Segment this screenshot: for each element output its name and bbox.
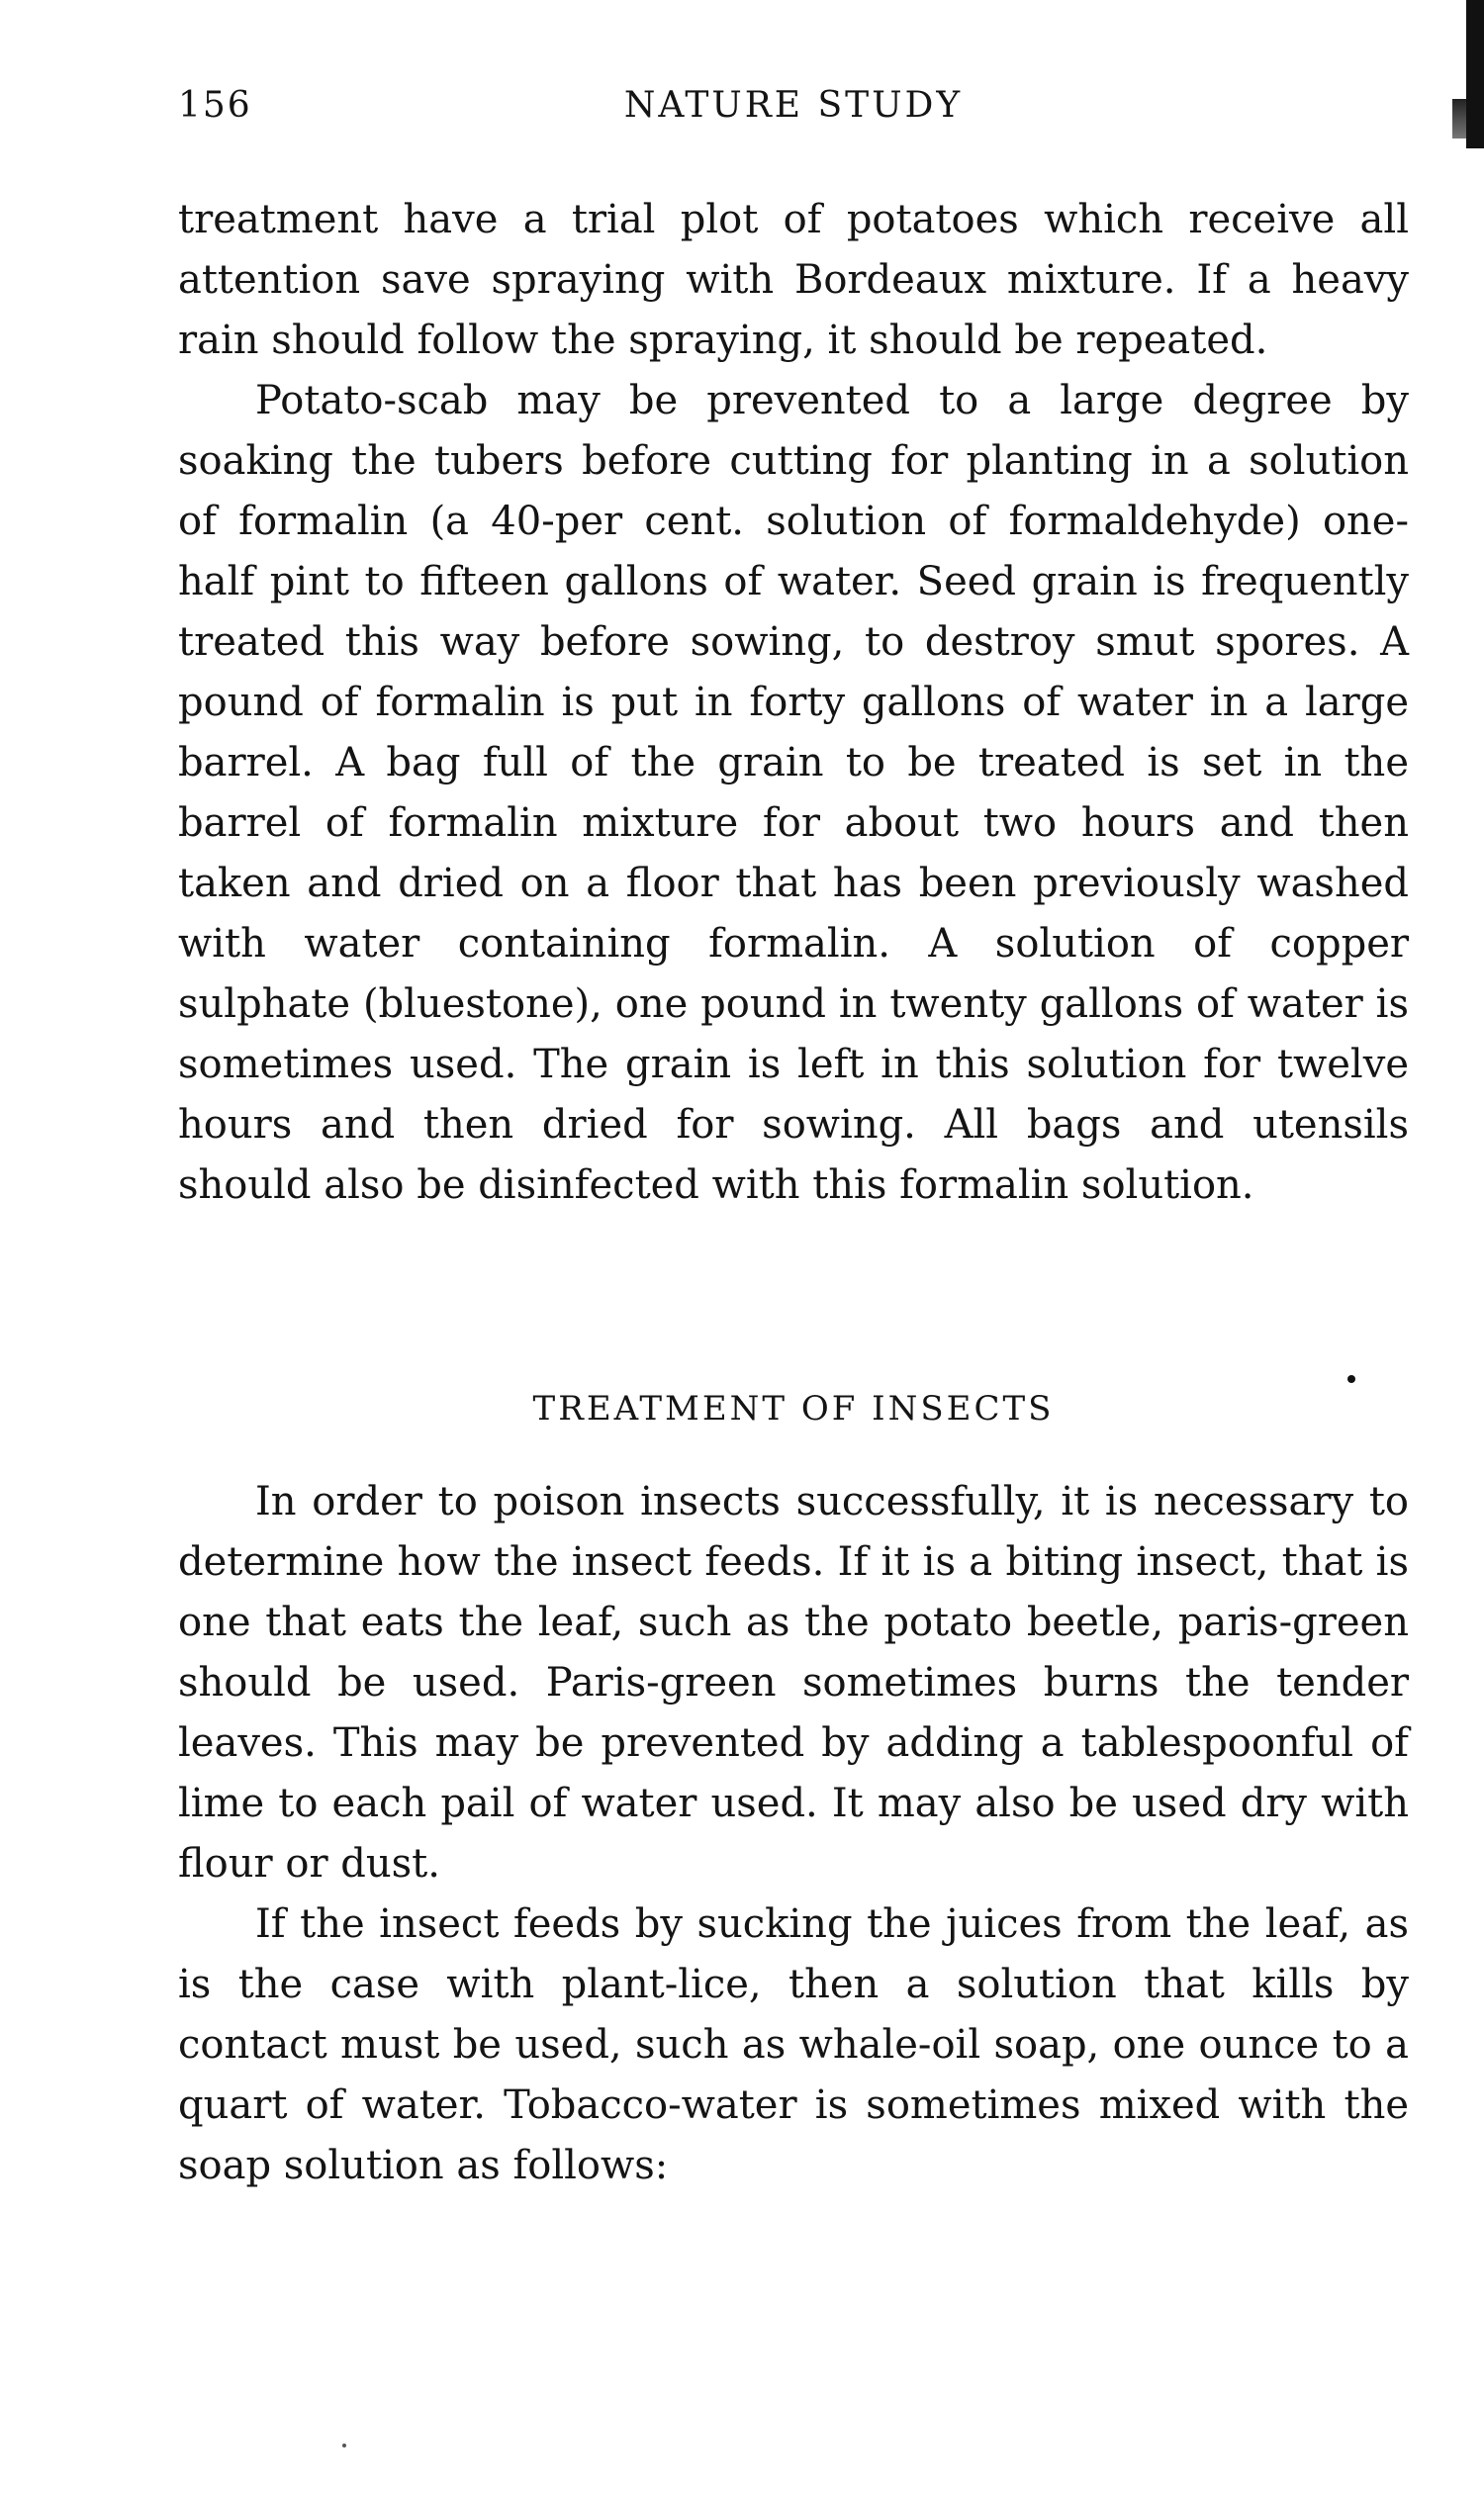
page-edge-mark [1466, 0, 1484, 148]
running-head [178, 85, 1409, 135]
text-block-after-heading [178, 1472, 1409, 2196]
paragraph-potato-scab: Potato-scab may be prevented to a large degree by soaking the tubers before cutting for planting in a solution of formalin (a 40-per cent. solution of formaldehyde) one-half pint to fifteen gallons of water. Seed grain is frequently treated this way before sowing, to destroy smut spores. A pound of formalin is put in forty gallons of water in a large barrel. A bag full of the grain to be treated is set in the barrel of formalin mixture for about two hours and then taken and dried on a floor that has been previously washed with water containing formalin. A solution of copper sulphate (bluestone), one pound in twenty gallons of water is sometimes used. The grain is left in this solution for twelve hours and then dried for sowing. All bags and utensils should also be disinfected with this formalin solution. [178, 378, 1409, 1208]
text-block-before-heading [178, 190, 1409, 1216]
page-edge-speck [1452, 99, 1466, 138]
paragraph-continuation: treatment have a trial plot of potatoes which receive all attention save spraying with Bordeaux mixture. If a heavy rain should follow the spraying, it should be repeated. [178, 197, 1409, 363]
running-title: NATURE STUDY [623, 85, 964, 126]
section-heading: TREATMENT OF INSECTS [532, 1389, 1055, 1429]
stray-ink-dot-bottom [342, 2444, 346, 2447]
page-number: 156 [178, 85, 252, 126]
paragraph-biting-insects: In order to poison insects successfully, it is necessary to determine how the insect feeds. If it is a biting insect, that is one that eats the leaf, such as the potato beetle, paris-green should be used. Paris-green sometimes burns the tender leaves. This may be prevented by adding a tablespoonful of lime to each pail of water used. It may also be used dry with flour or dust. [178, 1479, 1409, 1887]
paragraph-sucking-insects: If the insect feeds by sucking the juices from the leaf, as is the case with plant-lice, then a solution that kills by contact must be used, such as whale-oil soap, one ounce to a quart of water. Tobacco-water is sometimes mixed with the soap solution as follows: [178, 1901, 1409, 2188]
stray-ink-dot [1347, 1375, 1355, 1383]
